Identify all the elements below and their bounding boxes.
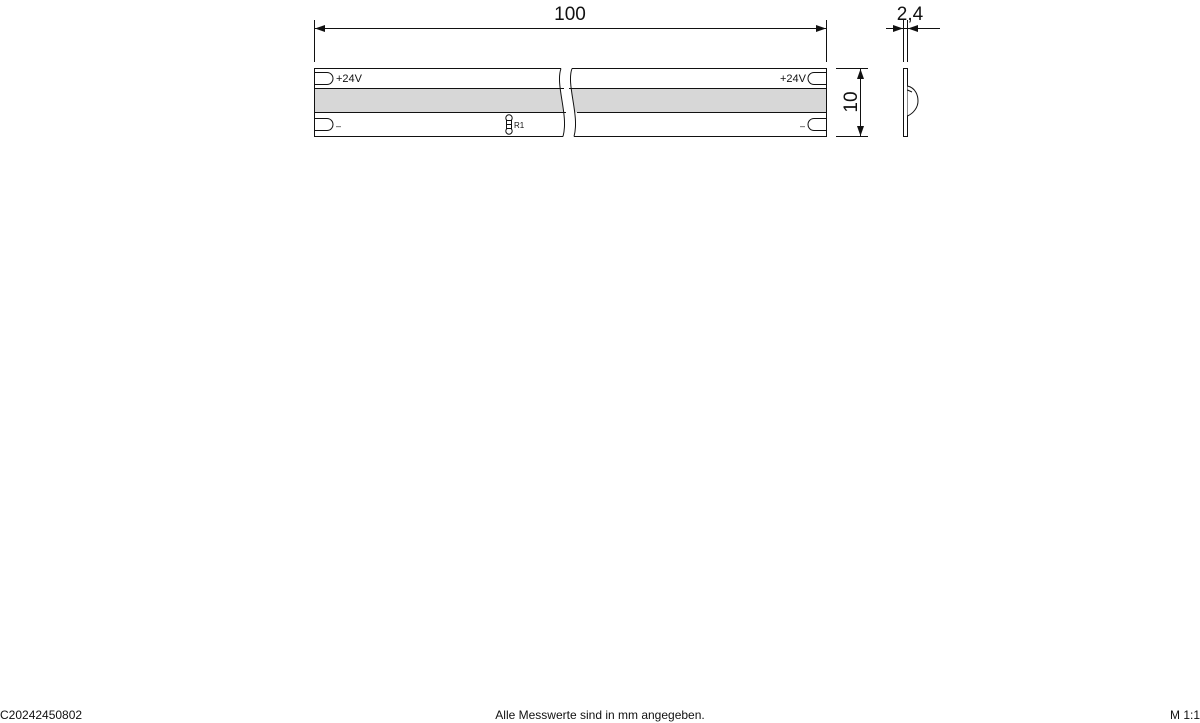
- resistor-label: R1: [514, 121, 525, 130]
- pad-bottom-left: [315, 119, 334, 131]
- strip-top-view: [315, 68, 827, 137]
- pad-top-left: [315, 73, 334, 85]
- pad-label-top-left: +24V: [336, 73, 362, 85]
- pad-label-top-right: +24V: [780, 73, 806, 85]
- thickness-dimension-label: 2,4: [896, 4, 924, 25]
- width-dimension: [315, 20, 827, 62]
- pad-label-bottom-left: –: [336, 121, 342, 131]
- units-note: Alle Messwerte sind in mm angegeben.: [495, 708, 705, 722]
- pad-label-bottom-right: –: [799, 121, 805, 131]
- width-dimension-label: 100: [554, 4, 586, 25]
- pad-bottom-right: [808, 119, 827, 131]
- thickness-dimension: [886, 20, 940, 62]
- strip-side-view: [904, 69, 919, 137]
- height-dimension-label: 10: [841, 91, 862, 113]
- resistor-r1: [506, 115, 512, 134]
- side-profile: [904, 69, 908, 137]
- scale-label: M 1:1: [1169, 708, 1200, 722]
- document-id: C20242450802: [0, 708, 83, 722]
- pad-top-right: [808, 73, 827, 85]
